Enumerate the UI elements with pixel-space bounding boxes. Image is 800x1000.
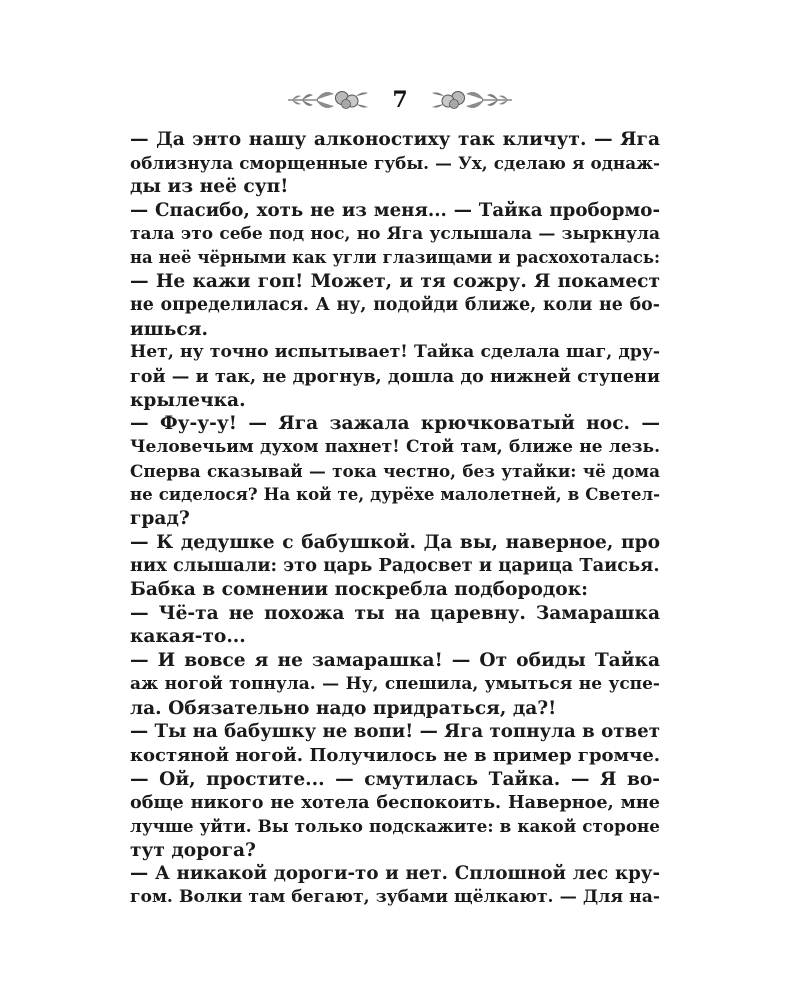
text-line: Нет, ну точно испытывает! Тайка сделала шаг, дру- [130,342,660,363]
text-line: Бабка в сомнении поскребла подбородок: [130,579,588,601]
text-line: лучше уйти. Вы только подскажите: в какой стороне [130,815,660,836]
page-header [0,80,800,120]
text-line: костяной ногой. Получилось не в пример громче. [130,744,661,766]
text-line: — К дедушке с бабушкой. Да вы, наверное, про [130,531,660,553]
page-number: 7 [392,87,408,113]
text-line: какая-то... [130,626,246,648]
text-line: обще никого не хотела беспокоить. Наверное, мне [130,792,660,814]
text-line: не определилася. А ну, подойди ближе, коли не бо- [130,294,660,315]
text-line: облизнула сморщенные губы. — Ух, сделаю я однаж- [130,152,660,173]
text-line: — Ты на бабушку не вопи! — Яга топнула в ответ [130,721,660,743]
text-line: гом. Волки там бегают, зубами щёлкают. — Для на- [130,887,660,907]
text-line: ла. Обязательно надо придраться, да?! [130,697,557,719]
text-line: град? [130,508,190,529]
text-line: — Фу-у-у! — Яга зажала крючковатый нос. — [130,413,660,435]
text-line: на неё чёрными как угли глазищами и расхохоталась: [130,248,660,268]
right-floral-ornament-icon [430,87,514,113]
text-line: ишься. [130,318,208,340]
text-line: не сиделося? На кой те, дурёхе малолетней, в Светел- [130,484,660,505]
text-line: аж ногой топнула. — Ну, спешила, умыться не успе- [130,673,660,694]
body-text [130,128,660,910]
text-line: — Да энто нашу алконостиху так кличут. — Яга [130,129,660,150]
text-line: — Ой, простите... — смутилась Тайка. — Я во- [130,768,660,790]
text-line: — Не кажи гоп! Может, и тя сожру. Я покамест [130,271,660,293]
text-line: Сперва сказывай — тока честно, без утайки: чё дома [130,460,660,481]
text-line: тут дорога? [130,839,256,861]
text-line: — А никакой дороги-то и нет. Сплошной лес кру- [130,863,660,885]
text-line: Человечьим духом пахнет! Стой там, ближе не лезь. [130,436,660,457]
text-line: — И вовсе я не замарашка! — От обиды Тайка [130,650,660,672]
text-line: гой — и так, не дрогнув, дошла до нижней ступени [130,365,660,387]
text-line: крылечка. [130,389,246,411]
left-floral-ornament-icon [286,87,370,113]
text-line: — Спасибо, хоть не из меня... — Тайка пробормо- [130,200,660,222]
text-line: — Чё-та не похожа ты на царевну. Замарашка [130,602,660,624]
text-line: них слышали: это царь Радосвет и царица Таисья. [130,555,660,577]
text-line: ды из неё суп! [130,176,289,198]
text-line: тала это себе под нос, но Яга услышала — зыркнула [130,223,660,244]
